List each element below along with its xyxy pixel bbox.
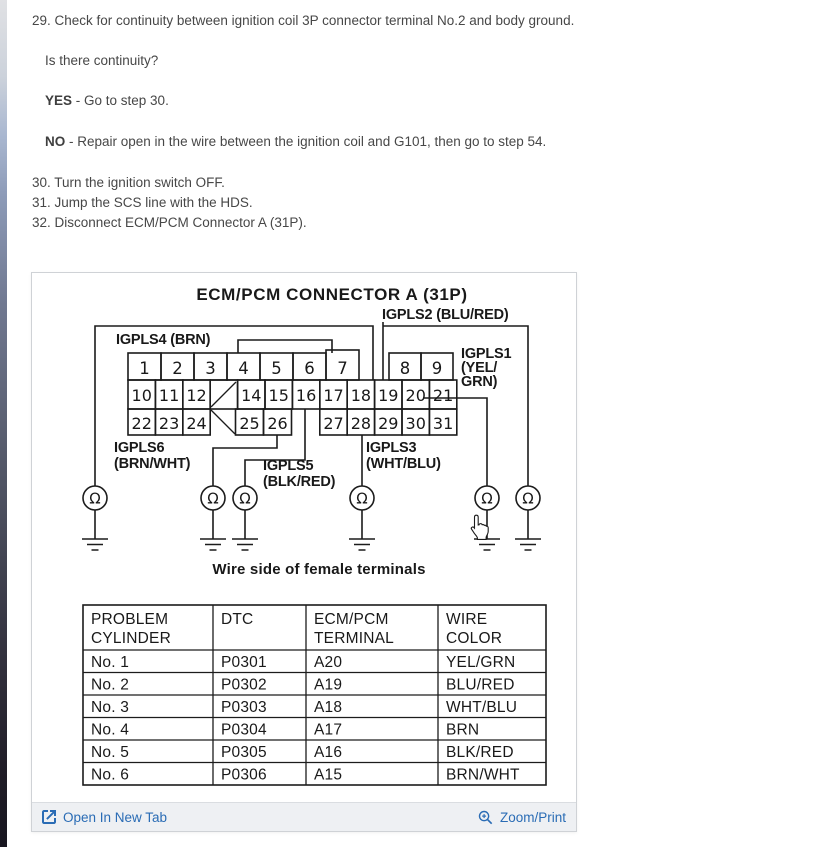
table-header: TERMINAL [314, 630, 394, 647]
pin-number: 11 [158, 386, 180, 405]
table-cell: No. 4 [91, 721, 130, 739]
pin-number: 20 [405, 386, 426, 405]
ohm-symbol: Ω [89, 489, 101, 508]
yes-text: - Go to step 30. [72, 93, 169, 108]
pin-number: 27 [323, 414, 344, 433]
pin-number: 16 [295, 386, 317, 405]
ohm-symbol: Ω [239, 489, 251, 508]
yes-result-line [45, 93, 169, 109]
table-cell: P0301 [221, 654, 267, 671]
label-igpls1-color2: GRN) [461, 374, 498, 390]
label-igpls6-color: (BRN/WHT) [114, 456, 191, 472]
pin-number: 2 [172, 359, 183, 378]
table-header: COLOR [446, 630, 503, 647]
no-text: - Repair open in the wire between the ignition coil and G101, then go to step 54. [65, 134, 547, 149]
pin-number: 21 [432, 386, 454, 405]
table-cell: P0306 [221, 766, 267, 784]
pin-number: 23 [158, 414, 180, 433]
connector-scan-image [32, 273, 576, 803]
ground-icon [200, 510, 226, 550]
pin-number: 25 [239, 414, 260, 433]
step-29-text: 29. Check for continuity between ignition coil 3P connector terminal No.2 and body ground. [32, 13, 575, 28]
table-cell: No. 1 [91, 654, 130, 671]
diagram-caption: Wire side of female terminals [212, 561, 426, 578]
label-igpls1-color1: (YEL/ [461, 360, 498, 376]
table-cell: No. 2 [91, 676, 130, 694]
pin-number: 5 [271, 359, 282, 378]
zoom-print-label: Zoom/Print [499, 809, 566, 825]
label-igpls5: IGPLS5 [263, 458, 314, 474]
no-result-line [45, 134, 546, 150]
table-cell: No. 5 [91, 744, 130, 761]
diagram-viewer-panel [31, 272, 577, 832]
label-igpls3: IGPLS3 [366, 440, 417, 456]
table-cell: No. 3 [91, 699, 130, 716]
step-32-text: 32. Disconnect ECM/PCM Connector A (31P). [32, 215, 307, 230]
ground-icon [232, 510, 258, 550]
table-cell: P0302 [221, 676, 267, 694]
pin-number: 1 [139, 359, 150, 378]
pin-number: 14 [241, 386, 262, 405]
connector-title: ECM/PCM CONNECTOR A (31P) [196, 285, 468, 304]
open-in-new-tab-icon [42, 810, 56, 824]
table-header: DTC [221, 611, 254, 628]
continuity-question: Is there continuity? [45, 53, 159, 68]
pin-number: 10 [131, 386, 152, 405]
table-cell: A19 [314, 676, 343, 694]
pin-number: 4 [238, 359, 249, 378]
pin-number: 18 [350, 386, 372, 405]
left-edge-gradient [0, 0, 7, 847]
pin-number: 31 [432, 414, 454, 433]
pin-number: 30 [405, 414, 426, 433]
terminal-table [83, 605, 546, 785]
label-igpls5-color: (BLK/RED) [263, 474, 336, 490]
pin-number: 22 [131, 414, 152, 433]
table-cell: P0303 [221, 699, 267, 716]
hand-cursor-icon [471, 515, 488, 539]
table-cell: A20 [314, 654, 343, 671]
pin-number: 28 [350, 414, 372, 433]
table-header: WIRE [446, 611, 488, 628]
pin-number: 24 [186, 414, 207, 433]
table-cell: P0305 [221, 744, 267, 761]
table-cell: BRN/WHT [446, 766, 520, 784]
table-cell: WHT/BLU [446, 699, 518, 716]
pin-number: 17 [323, 386, 344, 405]
step-30-text: 30. Turn the ignition switch OFF. [32, 175, 225, 190]
table-cell: A18 [314, 699, 343, 716]
table-cell: P0304 [221, 721, 267, 739]
label-igpls6: IGPLS6 [114, 440, 165, 456]
pin-number: 15 [268, 386, 289, 405]
step-31-text: 31. Jump the SCS line with the HDS. [32, 195, 253, 210]
pin-number: 3 [205, 359, 216, 378]
label-igpls4: IGPLS4 (BRN) [116, 332, 211, 348]
table-header: PROBLEM [91, 611, 169, 628]
table-cell: BRN [446, 721, 480, 739]
table-cell: YEL/GRN [446, 654, 516, 671]
label-igpls3-color: (WHT/BLU) [366, 456, 441, 472]
pin-number: 6 [304, 359, 315, 378]
pin-number: 29 [378, 414, 399, 433]
no-label: NO [45, 134, 66, 149]
pin-number: 26 [267, 414, 288, 433]
zoom-print-link[interactable] [478, 810, 566, 825]
ohm-symbol: Ω [207, 489, 219, 508]
table-cell: A15 [314, 766, 343, 784]
ground-icon [515, 510, 541, 550]
pin-number: 12 [186, 386, 207, 405]
table-cell: No. 6 [91, 766, 130, 784]
pin-number: 8 [399, 359, 411, 378]
zoom-icon [478, 810, 493, 825]
ohm-symbol: Ω [522, 489, 534, 508]
table-cell: BLK/RED [446, 744, 514, 761]
ground-icon [349, 510, 375, 550]
table-cell: A17 [314, 721, 343, 739]
yes-label: YES [45, 93, 73, 108]
pin-number: 9 [431, 359, 443, 378]
table-header: ECM/PCM [314, 611, 389, 628]
open-in-new-tab-link[interactable] [42, 810, 167, 825]
pin-number: 7 [337, 359, 348, 378]
viewer-footer-bar [32, 802, 576, 831]
ohm-symbol: Ω [481, 489, 493, 508]
label-igpls1: IGPLS1 [461, 346, 512, 362]
table-header: CYLINDER [91, 630, 171, 647]
table-cell: A16 [314, 744, 343, 761]
ohm-symbol: Ω [356, 489, 368, 508]
pin-number: 19 [378, 386, 399, 405]
open-in-new-tab-label: Open In New Tab [63, 809, 168, 825]
table-cell: BLU/RED [446, 676, 515, 694]
label-igpls2: IGPLS2 (BLU/RED) [382, 307, 509, 323]
ground-icon [82, 510, 108, 550]
